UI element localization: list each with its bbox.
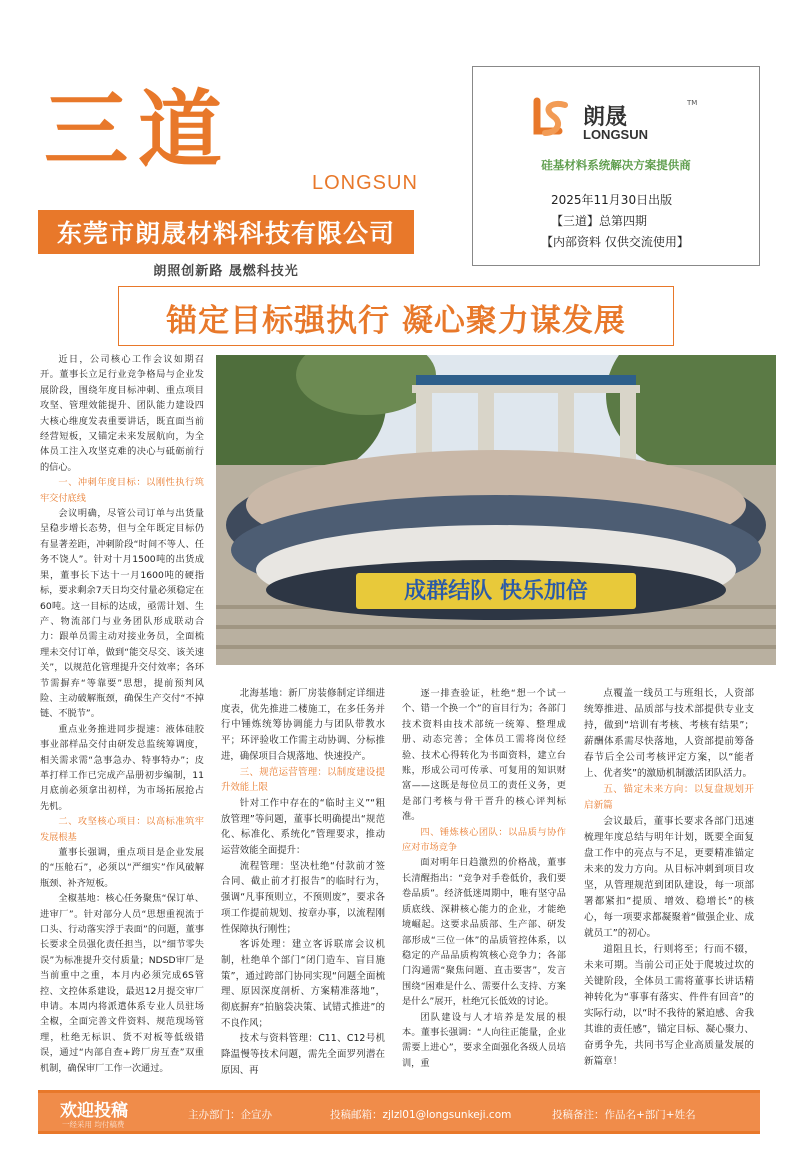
- brand-tagline: 硅基材料系统解决方案提供商: [541, 158, 691, 172]
- article-paragraph: 团队建设与人才培养是发展的根本。董事长强调：“人向往正能量，企业需要上进心”，要求全面强化各级人员培训，重: [402, 1011, 566, 1069]
- article-paragraph: 重点业务推进同步提速：液体硅胶事业部样品交付由研发总监统筹调度，相关需求需“急事急办、特事特办”；皮革打样工作已完成产品册初步编制，11月底前必须拿出初样，为市场拓展抢占先机。: [40, 723, 204, 812]
- article-column-4: [584, 686, 754, 1070]
- section-heading: 一、冲刺年度目标：以刚性执行筑牢交付底线: [40, 477, 204, 504]
- brand-name-cn: 朗晟: [583, 105, 628, 130]
- publish-date: 2025年11月30日出版: [551, 193, 673, 207]
- footer-submission-note: 投稿备注：作品名+部门+姓名: [552, 1109, 696, 1121]
- article-paragraph: 会议明确，尽管公司订单与出货量呈稳步增长态势，但与全年既定目标仍有显著差距，冲刺阶段“时间不等人、任务不饶人”。针对十月1500吨的出货成果，董事长下达十一月1600吨的硬指标，要求剩余7天日均交付量必须稳定在60吨。这一目标的达成，亟需计划、生产、物流部门与业务团队形成联动合力：跟单员需主动对接业务员，全面梳理未交付订单，做到“能交尽交、该关速关”，以规范化管理提升交付效率；各环节需摒弃“等靠要”思想，提前预判风险、主动破解瓶颈，确保生产交付“不掉链、不脱节”。: [40, 508, 204, 720]
- article-column-3: [402, 686, 566, 1071]
- company-name-bar: 东莞市朗晟材料科技有限公司: [38, 210, 414, 254]
- brand-name-en: LONGSUN: [583, 127, 648, 142]
- masthead-title: 三道: [44, 80, 233, 179]
- article-paragraph: 面对明年日趋激烈的价格战，董事长清醒指出：“竞争对手卷低价，我们要卷品质”。经济低迷周期中，唯有坚守品质底线、深耕核心能力的企业，才能绝境崛起。这要求品质部、生产部、研发部形成“三位一体”的品质管控体系，以稳定的产品品质构筑核心竞争力；各部门沟通需“聚焦问题、直击要害”，发言围绕“困难是什么、需要什么支持、方案是什么”展开，杜绝冗长低效的讨论。: [402, 857, 566, 1008]
- article-paragraph: 近日，公司核心工作会议如期召开。董事长立足行业竞争格局与企业发展阶段，围绕年度目标冲刺、重点项目攻坚、管理效能提升、团队能力建设四大核心维度发表重要讲话，既直面当前经营短板，又锚定未来发展航向，为全体员工注入攻坚克难的决心与砥砺前行的信心。: [40, 354, 204, 473]
- article-paragraph: 流程管理：坚决杜绝“付款前才签合同、截止前才打报告”的临时行为，强调“凡事预则立，不预则废”，要求各项工作提前规划、按章办事，以流程刚性保障执行刚性；: [221, 860, 385, 935]
- photo-banner-text: 成群结队 快乐加倍: [404, 579, 588, 604]
- article-column-2: [221, 686, 385, 1079]
- publication-info-box: [472, 66, 760, 266]
- article-paragraph: 针对工作中存在的“临时主义”“粗放管理”等问题，董事长明确提出“规范化、标准化、系统化”管理要求，推动运营效能全面提升：: [221, 797, 385, 857]
- section-heading: 五、锚定未来方向：以复盘规划开启新篇: [584, 784, 754, 811]
- footer-email[interactable]: 投稿邮箱：zjlzl01@longsunkeji.com: [330, 1109, 512, 1121]
- article-paragraph: 会议最后，董事长要求各部门迅速梳理年度总结与明年计划，既要全面复盘工作中的亮点与不足，更要精准锚定未来的发力方向。从目标冲刺到项目攻坚，从管理规范到团队建设，每一项部署都紧扣“提质、增效、稳增长”的核心，每一项要求都凝聚着“做强企业、成就员工”的初心。: [584, 816, 754, 939]
- group-photo: [216, 355, 776, 665]
- footer-title: 欢迎投稿: [60, 1101, 128, 1121]
- article-paragraph: 点覆盖一线员工与班组长，人资部统筹推进、品质部与技术部提供专业支持，做到“培训有考核、考核有结果”；薪酬体系需尽快落地，人资部提前筹备春节后全公司考核评定方案，以“能者上、优者奖”的激励机制激活团队活力。: [584, 688, 754, 779]
- section-heading: 三、规范运营管理：以制度建设提升效能上限: [221, 766, 385, 794]
- section-heading: 四、锤炼核心团队：以品质与协作应对市场竞争: [402, 826, 566, 854]
- footer-subtitle: 一经采用 均付稿费: [62, 1120, 125, 1129]
- article-paragraph: 客诉处理：建立客诉联席会议机制，杜绝单个部门“闭门造车、盲目施策”，通过跨部门协同实现“问题全面梳理、原因深度剖析、方案精准落地”，彻底摒弃“拍脑袋决策、试错式推进”的不良作风；: [221, 939, 385, 1029]
- article-paragraph: 技术与资料管理：C11、C12号机降温慢等技术问题，需先全面罗列潜在原因、再: [221, 1033, 385, 1076]
- article-headline: 锚定目标强执行 凝心聚力谋发展: [166, 303, 626, 339]
- article-paragraph: 全椒基地：核心任务聚焦“保订单、进审厂”。针对部分人员“思想重视流于口头、行动落实浮于表面”的问题，董事长要求全员强化责任担当，以“细节零失误”为标准提升交付质量；NDSD审厂是当前重中之重，本月内必须完成6S管控、文控体系建设，最迟12月提交审厂申请。本周内将派遣体系专业人员驻场全椒，全面完善文件资料、规范现场管理，杜绝无标识、货不对板等低级错误，通过“内部自查+跨厂房互查”双重机制，确保审厂工作一次通过。: [40, 893, 204, 1074]
- article-paragraph: 逐一排查验证，杜绝“想一个试一个、错一个换一个”的盲目行为；各部门技术资料由技术部统一统筹、整理成册、动态完善；全体员工需将岗位经验、技术心得转化为书面资料，建立台账，形成公司可传承、可复用的知识财富——这既是每位员工的责任义务，更是部门考核与骨干晋升的核心评判标准。: [402, 688, 566, 823]
- section-heading: 二、攻坚核心项目：以高标准筑牢发展根基: [40, 816, 204, 843]
- article-column-1: [40, 352, 204, 1076]
- headline-frame: [118, 286, 674, 346]
- masthead-latin-name: LONGSUN: [312, 172, 418, 194]
- submission-footer: [38, 1090, 760, 1134]
- footer-host-dept: 主办部门：企宣办: [188, 1109, 272, 1121]
- company-slogan: 朗照创新路 晟燃科技光: [153, 264, 299, 279]
- article-paragraph: 道阻且长，行则将至；行而不辍，未来可期。当前公司正处于爬坡过坎的关键阶段，全体员工需将董事长讲话精神转化为“事事有落实、件件有回音”的实际行动，以“时不我待的紧迫感、舍我其谁的责任感”，锚定目标、凝心聚力、奋勇争先，共同书写企业高质量发展的新篇章！: [584, 944, 754, 1067]
- brand-trademark: TM: [687, 99, 698, 107]
- issue-number: 【三道】总第四期: [551, 214, 648, 228]
- article-paragraph: 董事长强调，重点项目是企业发展的“压舱石”，必须以“严细实”作风破解瓶颈、补齐短板。: [40, 847, 204, 889]
- group-photo-illustration: [216, 355, 776, 665]
- article-paragraph: 北海基地：新厂房装修制定详细进度表，优先推进二楼施工，在多任务并行中锤炼统筹协调能力与团队带教水平；环评验收工作需主动协调、分标推进，确保项目合规落地、快速投产。: [221, 688, 385, 762]
- longsun-logo-icon: [529, 97, 571, 139]
- internal-note: 【内部资料 仅供交流使用】: [541, 235, 689, 249]
